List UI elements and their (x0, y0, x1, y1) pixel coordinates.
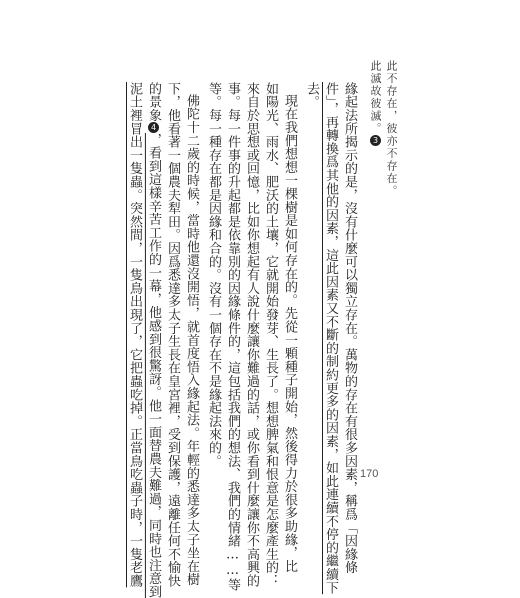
body-line (128, 82, 141, 587)
footnote-marker: 3 (371, 136, 380, 145)
body-line (166, 82, 179, 587)
body-line-text: 下，他看著一個農夫犁田。因爲悉達多太子生長在皇宮裡，受到保護，遠離任何不愉快 (165, 82, 180, 588)
body-line (343, 82, 356, 574)
body-line-text: 泥土裡冒出一隻蟲。突然間，一隻鳥出現了，它把蟲吃掉。正當鳥吃蟲子時，一隻老鷹 (127, 82, 142, 588)
verse-line (370, 60, 381, 146)
page-number: 170 (360, 468, 379, 480)
body-line (185, 94, 198, 586)
body-line-text: 來自於思想或回憶，比如你想起有人說什麼讓你難過的話，或你看到什麼讓你不高興的 (244, 82, 259, 588)
body-line (207, 82, 220, 468)
body-line (305, 82, 318, 109)
body-line-text: 如陽光、雨水、肥沃的土壤，它就開始發芽、生長了。想想脾氣和恨意是怎麼產生的： (263, 82, 278, 588)
body-line-text: 去。 (304, 82, 319, 109)
body-line-text: 的景象 (146, 82, 161, 122)
body-line (147, 82, 160, 598)
body-line (283, 94, 296, 573)
body-line (264, 82, 277, 587)
body-line (324, 82, 337, 594)
body-line-text: 件」，再轉換爲其他的因素，這此因素又不斷的制約更多的因素，如此連續不停的繼續下 (323, 82, 338, 595)
footnote-marker: 4 (149, 122, 158, 132)
body-line-text: 現在我們想想一棵樹是如何存在的。先從一顆種子開始，然後得力於很多助緣，比 (282, 94, 297, 573)
verse-line (386, 60, 397, 198)
verse-line-text: 此滅故彼滅。 (369, 60, 382, 135)
body-line-text: 事。每一件事的升起都是依靠別的因緣條件的，這包括我們的想法、我們的情緒……等 (225, 82, 240, 592)
body-line-text: ，看到這樣辛苦工作的一幕，他感到很驚訝。他一面替農夫難過，同時也注意到 (146, 132, 161, 598)
verse-line-text: 此不存在，彼亦不存在。 (385, 60, 398, 198)
body-line-text: 緣起法所揭示的是，沒有什麼可以獨立存在。萬物的存在有很多因素，稱爲「因緣條 (342, 82, 357, 575)
body-line-text: 等。每一種存在都是因緣和合的。沒有一個存在不是緣起法來的。 (206, 82, 221, 468)
body-line (226, 82, 239, 591)
body-line-text: 佛陀十二歲的時候，當時他還沒開悟，就首度悟入緣起法。年輕的悉達多太子坐在樹 (184, 94, 199, 587)
body-line (245, 82, 258, 587)
